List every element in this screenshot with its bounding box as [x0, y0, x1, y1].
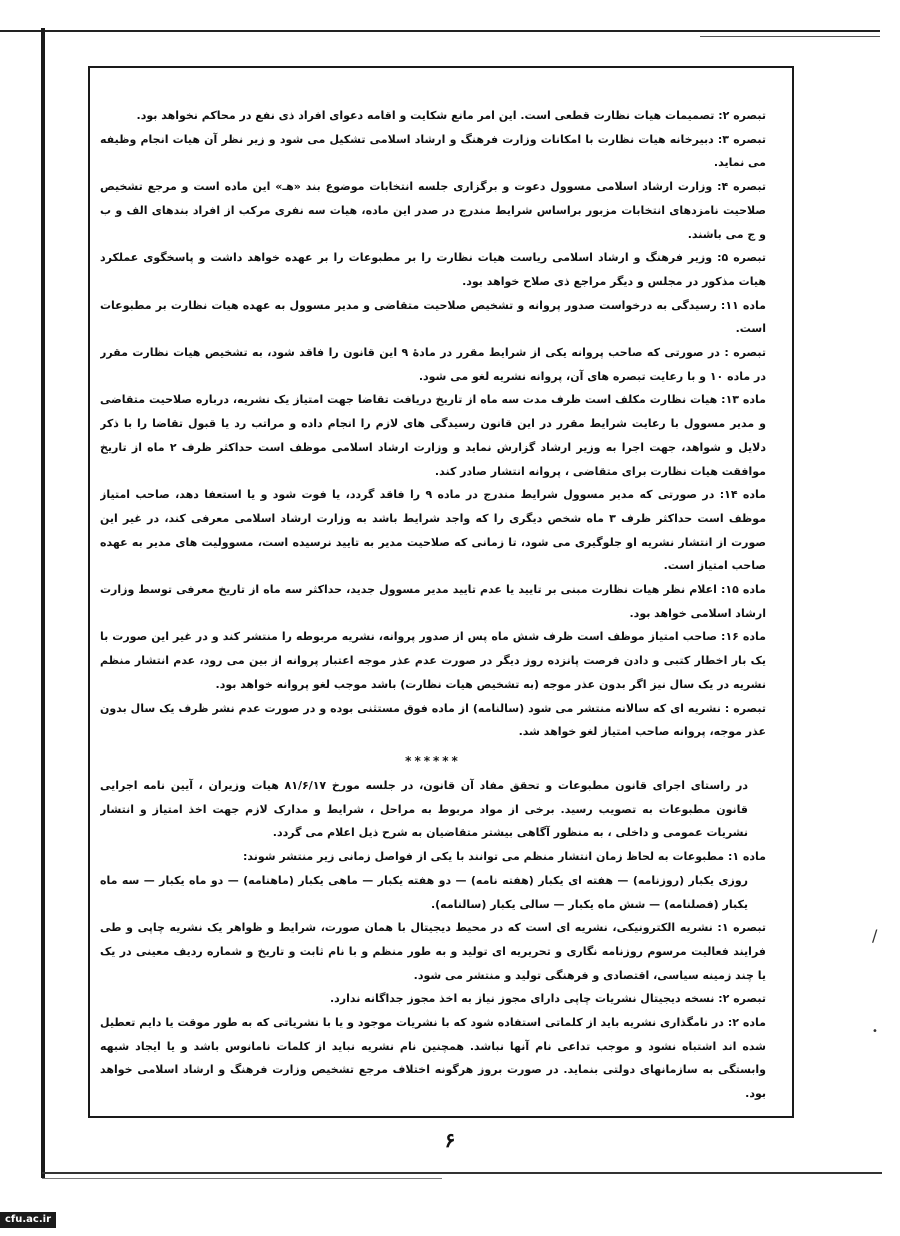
paragraph: در راستای اجرای قانون مطبوعات و تحقق مفاد آن قانون، در جلسه مورخ ۸۱/۶/۱۷ هیات وزیران ، آیین نامه اجرایی قانون مطبوعات به تصویب رسید. برخی از مواد مربوط به مراحل ، شرایط و مدارک لازم جهت اخذ امتیاز و انتشار نشریات عمومی و داخلی ، به منظور آگاهی بیشتر متقاضیان به شرح ذیل اعلام می گردد.: [100, 778, 748, 840]
page-number: ۶: [444, 1128, 456, 1152]
bottom-rule: [42, 1172, 882, 1174]
top-rule-thin: [700, 36, 880, 37]
paragraph: ماده ۱۵: اعلام نظر هیات نظارت مبنی بر تایید یا عدم تایید مدیر مسوول جدید، حداکثر سه ماه از تاریخ معرفی توسط وزارت ارشاد اسلامی خواهد بود.: [100, 583, 766, 620]
paragraph: تبصره ۱: نشریه الکترونیکی، نشریه ای است که در محیط دیجیتال با همان صورت، شرایط و ظواهر یک نشریه چاپی و طی فرایند فعالیت مرسوم روزنامه نگاری و تحریریه ای تولید و به طور منظم و با نام ثابت و تاریخ و شماره ردیف معینی در یک یا چند زمینه سیاسی، اقتصادی و فرهنگی تولید و منتشر می شود.: [100, 921, 766, 982]
paragraph: روزی یکبار (روزنامه) — هفته ای یکبار (هفته نامه) — دو هفته یکبار — ماهی یکبار (ماهنامه) — دو ماه یکبار — سه ماه یکبار (فصلنامه) — شش ماه یکبار — سالی یکبار (سالنامه).: [100, 873, 748, 911]
paragraph: تبصره ۳: دبیرخانه هیات نظارت با امکانات وزارت فرهنگ و ارشاد اسلامی تشکیل می شود و زیر نظر آن هیات انجام وظیفه می نماید.: [100, 132, 766, 170]
paragraph: تبصره ۵: وزیر فرهنگ و ارشاد اسلامی ریاست هیات نظارت را بر مطبوعات را بر عهده خواهد داشت و پاسخگوی عملکرد هیات مذکور در مجلس و دیگر مراجع ذی صلاح خواهد بود.: [100, 251, 766, 288]
paragraph: تبصره : نشریه ای که سالانه منتشر می شود (سالنامه) از ماده فوق مستثنی بوده و در صورت عدم نشر ظرف یک سال بدون عذر موجه، پروانه صاحب امتیاز لغو خواهد شد.: [100, 701, 766, 739]
scan-mark: /: [872, 926, 878, 945]
top-rule: [0, 30, 880, 32]
document-body: [100, 104, 766, 1104]
paragraph: تبصره ۲: نسخه دیجیتال نشریات چاپی دارای مجوز نیاز به اخذ مجوز جداگانه ندارد.: [329, 992, 766, 1006]
paragraph: تبصره : در صورتی که صاحب پروانه یکی از شرایط مقرر در مادهٔ ۹ این قانون را فاقد شود، به تشخیص هیات نظارت مقرر در ماده ۱۰ و با رعایت تبصره های آن، پروانه نشریه لغو می شود.: [100, 346, 766, 383]
paragraph: ماده ۱۶: صاحب امتیاز موظف است ظرف شش ماه پس از صدور پروانه، نشریه مربوطه را منتشر کند و در غیر این صورت با یک بار اخطار کتبی و دادن فرصت پانزده روز دیگر در صورت عدم عذر موجه اعتبار پروانه از بین می رود، عدم انتشار منظم نشریه در یک سال نیز اگر بدون عذر موجه (به تشخیص هیات نظارت) باشد موجب لغو پروانه خواهد بود.: [100, 630, 766, 691]
binding-edge: [41, 28, 45, 1178]
site-logo: cfu.ac.ir: [0, 1212, 56, 1228]
bottom-rule-thin: [42, 1178, 442, 1179]
scan-mark: •: [872, 1026, 878, 1037]
paragraph: تبصره ۴: وزارت ارشاد اسلامی مسوول دعوت و برگزاری جلسه انتخابات موضوع بند «هـ» این ماده است و مرجع تشخیص صلاحیت نامزدهای انتخابات مزبور براساس شرایط مندرج در صدر این ماده، هیات سه نفری مرکب از افراد بندهای الف و ب و ج می باشند.: [100, 180, 766, 241]
paragraph: ماده ۱: مطبوعات به لحاظ زمان انتشار منظم می توانند با یکی از فواصل زمانی زیر منتشر شوند:: [242, 850, 766, 864]
paragraph: ماده ۱۱: رسیدگی به درخواست صدور پروانه و تشخیص صلاحیت متقاضی و مدیر مسوول به عهده هیات نظارت بر مطبوعات است.: [100, 298, 766, 336]
paragraph: تبصره ۲: تصمیمات هیات نظارت قطعی است. این امر مانع شکایت و اقامه دعوای افراد ذی نفع در محاکم نخواهد بود.: [136, 109, 766, 122]
paragraph: ماده ۱۳: هیات نظارت مکلف است ظرف مدت سه ماه از تاریخ دریافت تقاضا جهت امتیاز یک نشریه، درباره صلاحیت متقاضی و مدیر مسوول با رعایت شرایط مقرر در این قانون رسیدگی های لازم را انجام داده و مراتب رد یا قبول تقاضا را با ذکر دلایل و شواهد، جهت اجرا به وزیر ارشاد گزارش نماید و وزارت ارشاد اسلامی موظف است حداکثر ظرف ۲ ماه از تاریخ موافقت هیات نظارت برای متقاضی ، پروانه انتشار صادر کند.: [100, 393, 766, 478]
paragraph: ماده ۲: در نامگذاری نشریه باید از کلماتی استفاده شود که با نشریات موجود و یا با نشریاتی که به طور موقت یا دایم تعطیل شده اند اشتباه نشود و موجب تداعی نام آنها نباشد. همچنین نام نشریه نباید از کلمات نامانوس باشد و یا ایجاد شبهه وابستگی به سازمانهای دولتی بنماید. در صورت بروز هرگونه اختلاف مرجع تشخیص وزارت فرهنگ و ارشاد اسلامی خواهد بود.: [100, 1016, 766, 1101]
section-separator: ******: [405, 753, 461, 768]
paragraph: ماده ۱۴: در صورتی که مدیر مسوول شرایط مندرج در ماده ۹ را فاقد گردد، یا فوت شود و یا استعفا دهد، صاحب امتیاز موظف است حداکثر ظرف ۳ ماه شخص دیگری را که واجد شرایط باشد به وزارت ارشاد اسلامی معرفی کند، در غیر این صورت از انتشار نشریه او جلوگیری می شود، تا زمانی که صلاحیت مدیر به تایید نرسیده است، مسوولیت های مدیر به عهده صاحب امتیاز است.: [100, 488, 766, 573]
